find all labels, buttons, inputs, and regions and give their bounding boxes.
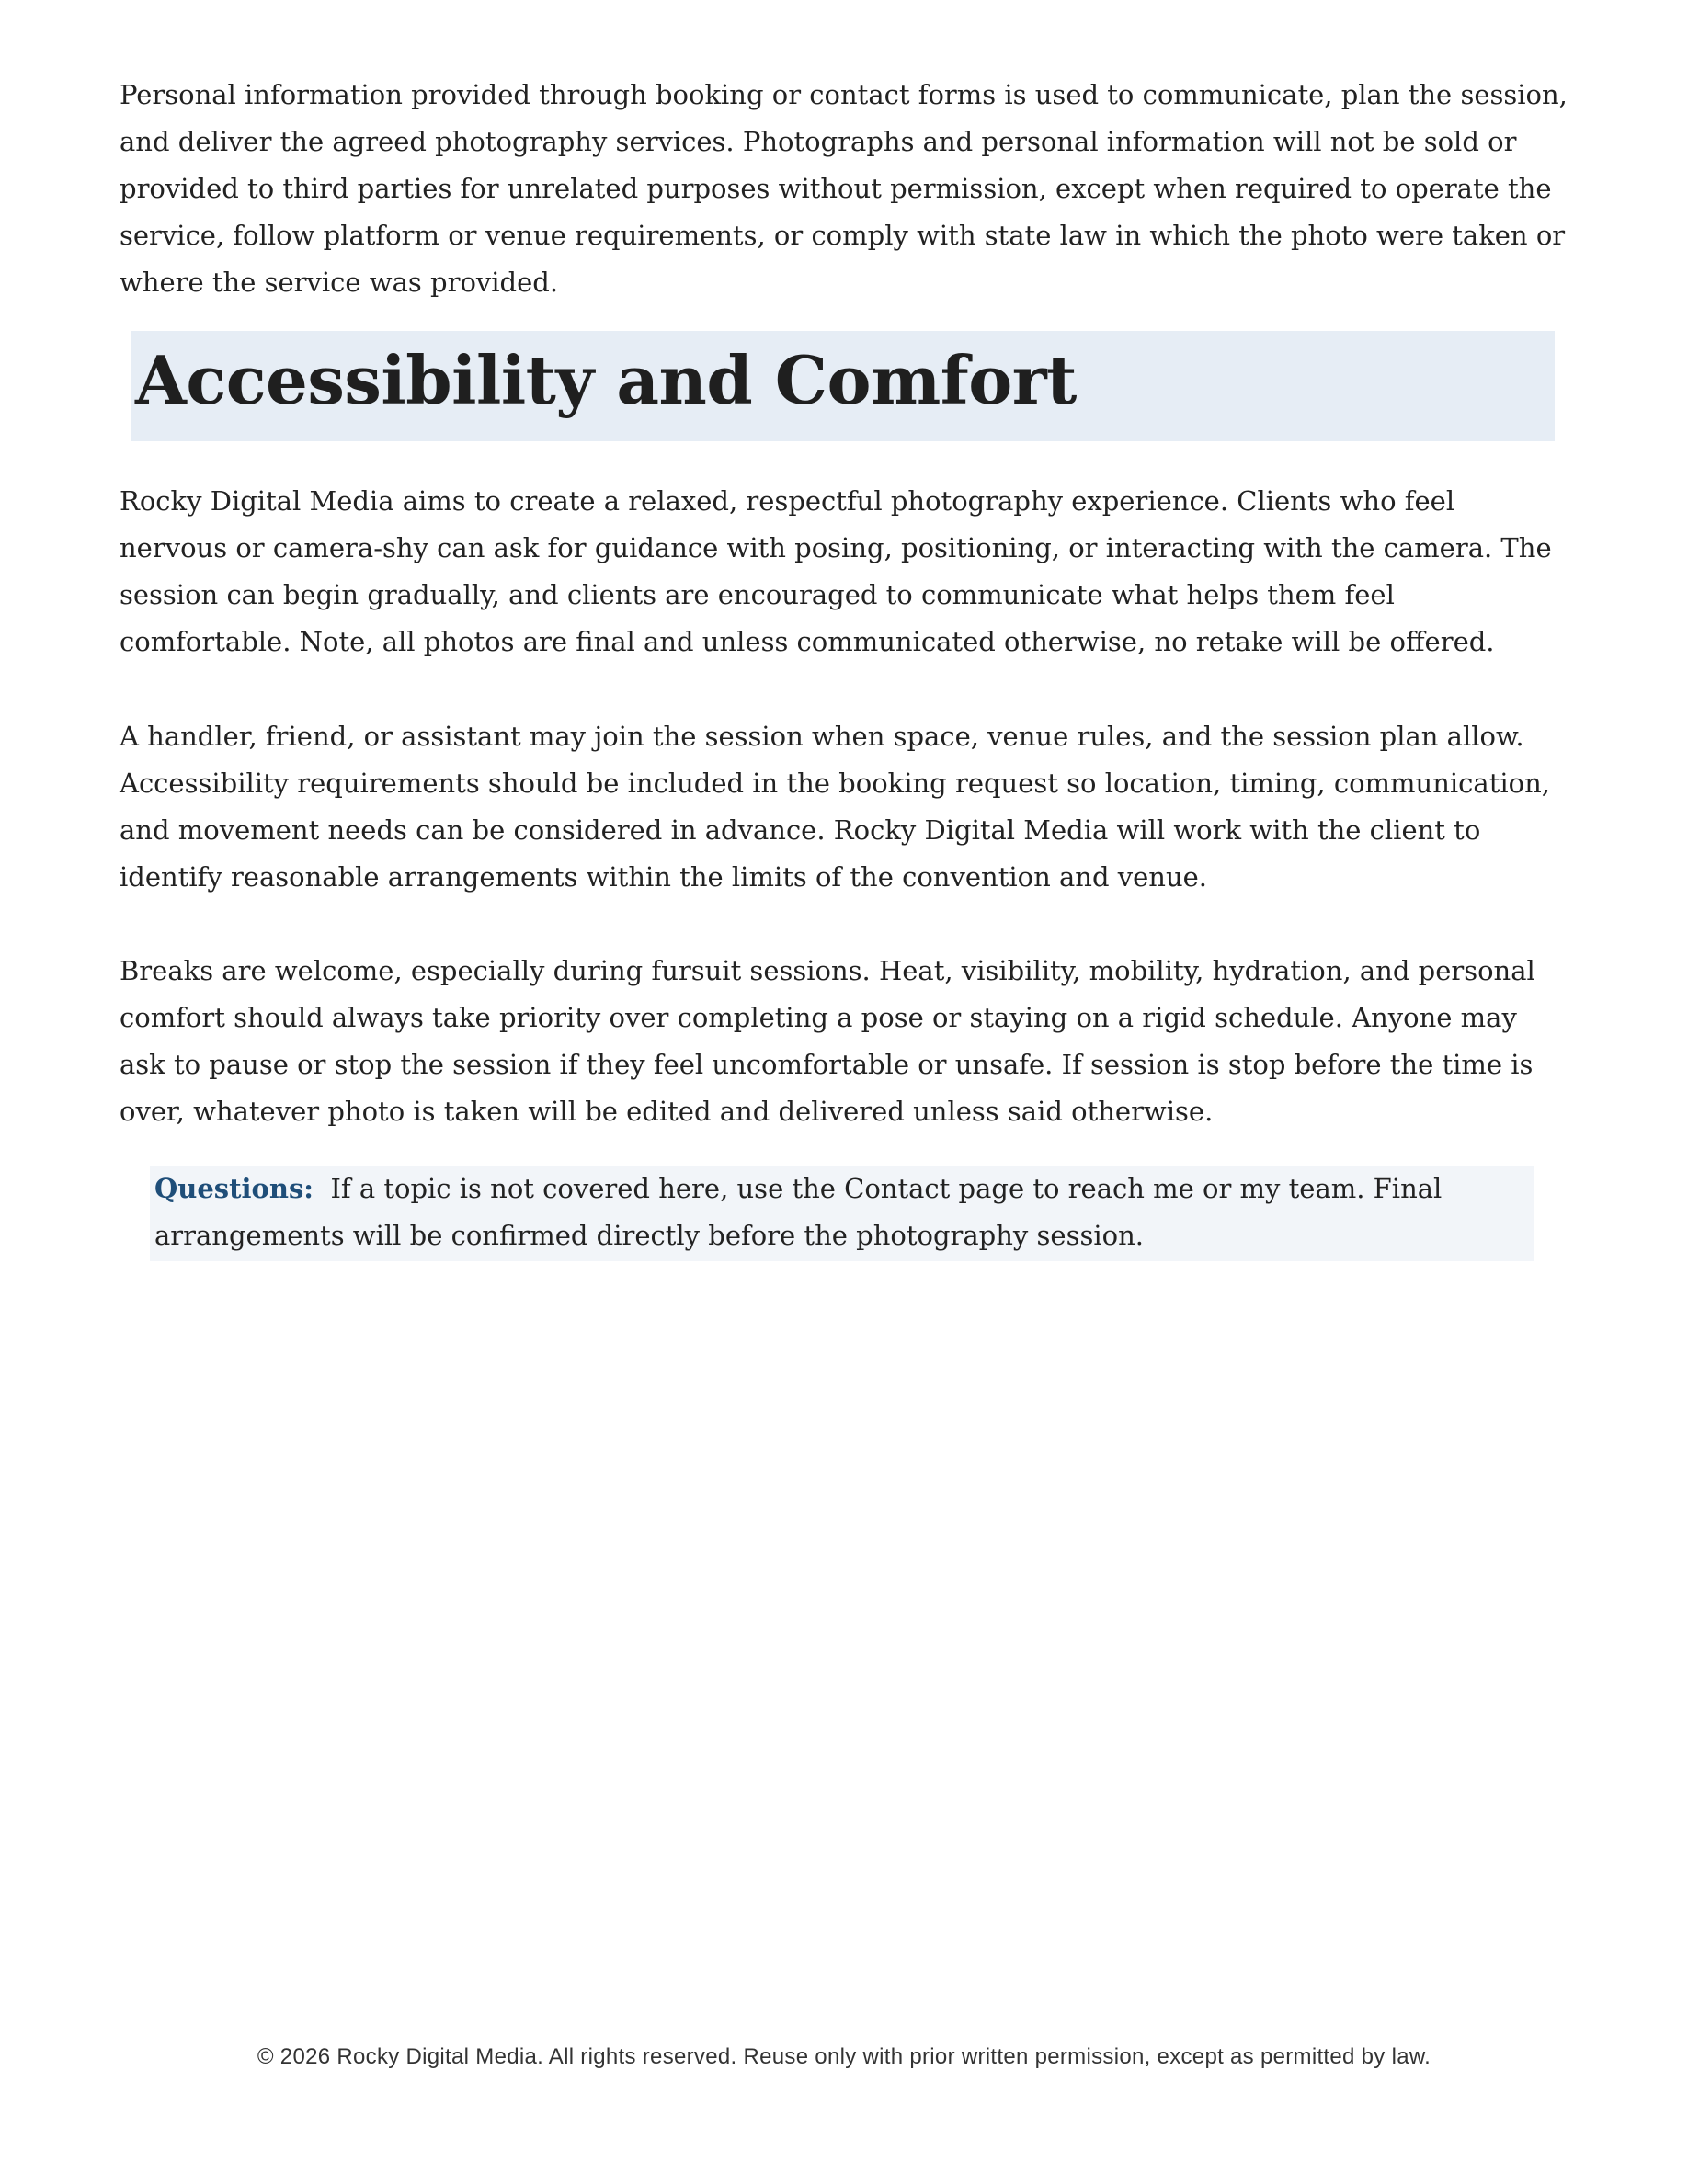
footer-copyright: © 2026 Rocky Digital Media. All rights reserved. Reuse only with prior written permission, except as permitted by law. [257,2044,1431,2069]
section-heading-banner [131,331,1555,441]
comfort-paragraph: Rocky Digital Media aims to create a relaxed, respectful photography experience. Clients who feel nervous or camera-shy can ask for guidance with posing, positioning, or interacting with the camera. The session can begin gradually, and clients are encouraged to communicate what helps them feel comfortable. Note, all photos are final and unless communicated otherwise, no retake will be offered. [120,485,1552,657]
callout-label: Questions: [154,1173,314,1204]
section-heading: Accessibility and Comfort [135,341,1077,419]
handler-paragraph: A handler, friend, or assistant may join the session when space, venue rules, and the session plan allow. Accessibility requirements should be included in the booking request so location, timing, communication, and movement needs can be considered in advance. Rocky Digital Media will work with the client to identify reasonable arrangements within the limits of the convention and venue. [120,721,1550,893]
callout-text: If a topic is not covered here, use the Contact page to reach me or my team. Final arrangements will be confirmed directly before the photography session. [154,1173,1443,1251]
callout-text-block [154,1166,1529,1259]
questions-callout [150,1166,1534,1261]
privacy-paragraph: Personal information provided through booking or contact forms is used to communicate, plan the session, and deliver the agreed photography services. Photographs and personal information will not be sold or provided to third parties for unrelated purposes without permission, except when required to operate the service, follow platform or venue requirements, or comply with state law in which the photo were taken or where the service was provided. [120,79,1568,298]
breaks-paragraph: Breaks are welcome, especially during fursuit sessions. Heat, visibility, mobility, hydration, and personal comfort should always take priority over completing a pose or staying on a rigid schedule. Anyone may ask to pause or stop the session if they feel uncomfortable or unsafe. If session is stop before the time is over, whatever photo is taken will be edited and delivered unless said otherwise. [120,955,1535,1127]
